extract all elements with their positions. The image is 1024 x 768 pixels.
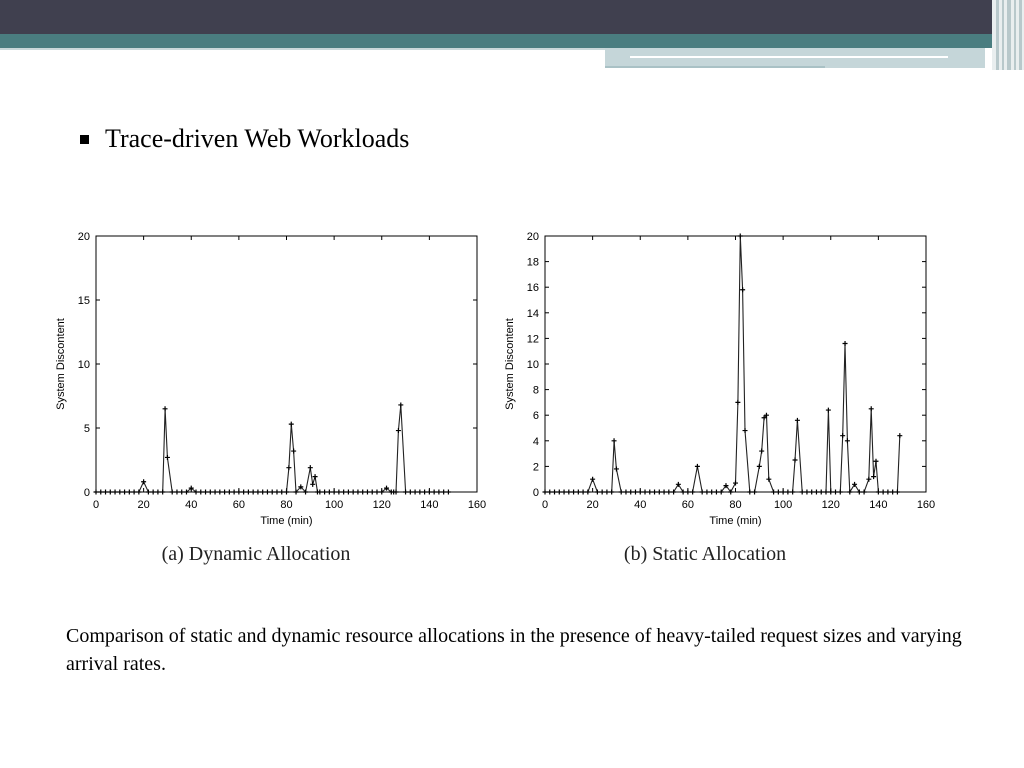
data-point [562,490,567,495]
data-point [408,490,413,495]
data-point [308,465,313,470]
plot-frame [545,236,926,492]
data-point [828,490,833,495]
data-point [585,490,590,495]
header-stripe-line [630,56,948,58]
y-tick-label: 8 [532,384,539,397]
data-point [403,490,408,495]
data-point [355,490,360,495]
data-point [866,477,871,482]
data-point [790,490,795,495]
data-point [840,433,845,438]
chart-title: (a) Dynamic Allocation [161,543,351,565]
data-point [103,490,108,495]
data-point [700,490,705,495]
data-point [255,490,260,495]
data-point [222,490,227,495]
data-point [685,490,690,495]
data-point [213,490,218,495]
slide-caption: Comparison of static and dynamic resource allocations in the presence of heavy-tailed request sizes and varying arrival rates. [66,625,962,675]
x-tick-label: 20 [586,499,599,511]
data-point [160,490,165,495]
data-point [179,490,184,495]
data-point [733,481,738,486]
bullet-square-icon [80,135,89,144]
data-point [869,406,874,411]
x-tick-label: 40 [185,499,198,511]
data-point [557,490,562,495]
x-axis-label: Time (min) [709,515,762,527]
data-point [771,490,776,495]
data-point [809,490,814,495]
y-tick-label: 6 [532,410,539,423]
data-point [141,479,146,484]
data-point [740,287,745,292]
data-point [346,490,351,495]
data-point [108,490,113,495]
data-point [873,459,878,464]
header-stripe-light [0,48,605,50]
data-point [396,428,401,433]
data-point [838,490,843,495]
data-point [208,490,213,495]
data-point [695,464,700,469]
data-point [826,408,831,413]
data-point [170,490,175,495]
data-point [776,490,781,495]
y-tick-label: 0 [532,487,539,499]
data-point [743,428,748,433]
data-point [652,490,657,495]
data-point [845,438,850,443]
data-point [871,474,876,479]
data-point [341,490,346,495]
data-point [398,402,403,407]
data-point [174,490,179,495]
data-point [360,490,365,495]
data-point [327,490,332,495]
data-point [547,490,552,495]
data-point [628,490,633,495]
data-point [576,490,581,495]
data-point [122,490,127,495]
y-tick-label: 4 [532,435,539,448]
x-tick-label: 80 [729,499,742,511]
data-point [203,490,208,495]
data-point [351,490,356,495]
data-point [127,490,132,495]
x-tick-label: 20 [137,499,150,511]
data-point [94,490,99,495]
y-tick-label: 2 [532,461,539,474]
data-point [795,418,800,423]
data-point [714,490,719,495]
data-point [759,449,764,454]
data-point [890,490,895,495]
data-point [265,490,270,495]
data-point [833,490,838,495]
y-tick-label: 14 [526,307,539,320]
data-point [246,490,251,495]
data-point [709,490,714,495]
data-point [690,490,695,495]
data-point [286,465,291,470]
data-point [638,490,643,495]
data-point [766,477,771,482]
data-point [374,490,379,495]
data-point [198,490,203,495]
data-point [704,490,709,495]
data-point [738,234,743,239]
data-point [317,490,322,495]
x-tick-label: 60 [232,499,245,511]
data-point [236,490,241,495]
series-line [545,236,900,492]
data-point [284,490,289,495]
data-point [417,490,422,495]
chart-title: (b) Static Allocation [623,543,787,565]
data-point [819,490,824,495]
data-point [623,490,628,495]
data-point [595,490,600,495]
data-point [413,490,418,495]
data-point [843,341,848,346]
y-tick-label: 5 [83,423,90,435]
data-point [600,490,605,495]
data-point [604,490,609,495]
data-point [897,433,902,438]
header-stripe [0,34,1024,48]
data-point [98,490,103,495]
data-point [671,490,676,495]
y-tick-label: 10 [77,359,90,371]
data-point [232,490,237,495]
data-point [643,490,648,495]
data-point [752,490,757,495]
data-point [757,464,762,469]
x-tick-label: 100 [324,499,344,511]
x-tick-label: 40 [634,499,647,511]
bullet-text: Trace-driven Web Workloads [105,124,410,153]
data-point [619,490,624,495]
data-point [322,490,327,495]
data-point [422,490,427,495]
data-point [441,490,446,495]
data-point [581,490,586,495]
y-tick-label: 16 [526,282,539,295]
data-point [436,490,441,495]
y-tick-label: 20 [77,231,90,243]
data-point [666,490,671,495]
data-point [885,490,890,495]
header-stripe-line-2 [605,66,825,68]
y-axis-label: System Discontent [55,318,67,410]
data-point [543,490,548,495]
data-point [151,490,156,495]
data-point [113,490,118,495]
decorative-vertical-bars [992,0,1024,70]
data-point [289,422,294,427]
x-tick-label: 140 [869,499,888,511]
data-point [274,490,279,495]
data-point [336,490,341,495]
chart-dynamic-allocation [40,222,500,572]
data-point [313,474,318,479]
data-point [735,400,740,405]
y-tick-label: 0 [83,487,90,499]
data-point [566,490,571,495]
y-tick-label: 20 [526,231,539,243]
data-point [394,490,399,495]
data-point [662,490,667,495]
y-tick-label: 18 [526,256,539,269]
title-bar [0,0,1024,34]
data-point [365,490,370,495]
data-point [876,490,881,495]
data-point [823,490,828,495]
data-point [291,449,296,454]
data-point [814,490,819,495]
chart-static-allocation [490,222,950,572]
x-tick-label: 140 [420,499,439,511]
data-point [895,490,900,495]
data-point [117,490,122,495]
x-tick-label: 120 [372,499,391,511]
data-point [612,438,617,443]
x-tick-label: 0 [541,499,549,511]
data-point [427,490,432,495]
data-point [310,482,315,487]
bullet-point [80,124,409,154]
data-point [260,490,265,495]
data-point [217,490,222,495]
header-stripe-right [605,48,985,68]
data-point [785,490,790,495]
data-point [647,490,652,495]
x-tick-label: 160 [467,499,487,511]
data-point [657,490,662,495]
data-point [857,490,862,495]
data-point [165,455,170,460]
data-point [432,490,437,495]
x-axis-label: Time (min) [260,515,313,527]
y-axis-label: System Discontent [504,318,516,410]
data-point [270,490,275,495]
data-point [847,490,852,495]
x-tick-label: 160 [916,499,936,511]
series-line [96,405,448,492]
x-tick-label: 100 [773,499,793,511]
data-point [332,490,337,495]
data-point [552,490,557,495]
data-point [800,490,805,495]
data-point [251,490,256,495]
data-point [146,490,151,495]
data-point [881,490,886,495]
y-tick-label: 10 [526,359,539,371]
y-tick-label: 15 [77,295,90,307]
x-tick-label: 60 [681,499,694,511]
data-point [609,490,614,495]
data-point [633,490,638,495]
data-point [862,490,867,495]
plot-frame [96,236,477,492]
data-point [804,490,809,495]
data-point [793,458,798,463]
data-point [132,490,137,495]
x-tick-label: 120 [821,499,840,511]
data-point [571,490,576,495]
data-point [163,406,168,411]
data-point [155,490,160,495]
data-point [446,490,451,495]
data-point [590,477,595,482]
x-tick-label: 0 [92,499,100,511]
data-point [747,490,752,495]
data-point [279,490,284,495]
data-point [227,490,232,495]
y-tick-label: 12 [526,333,539,346]
x-tick-label: 80 [280,499,293,511]
data-point [136,490,141,495]
data-point [241,490,246,495]
data-point [781,490,786,495]
data-point [614,466,619,471]
data-point [370,490,375,495]
